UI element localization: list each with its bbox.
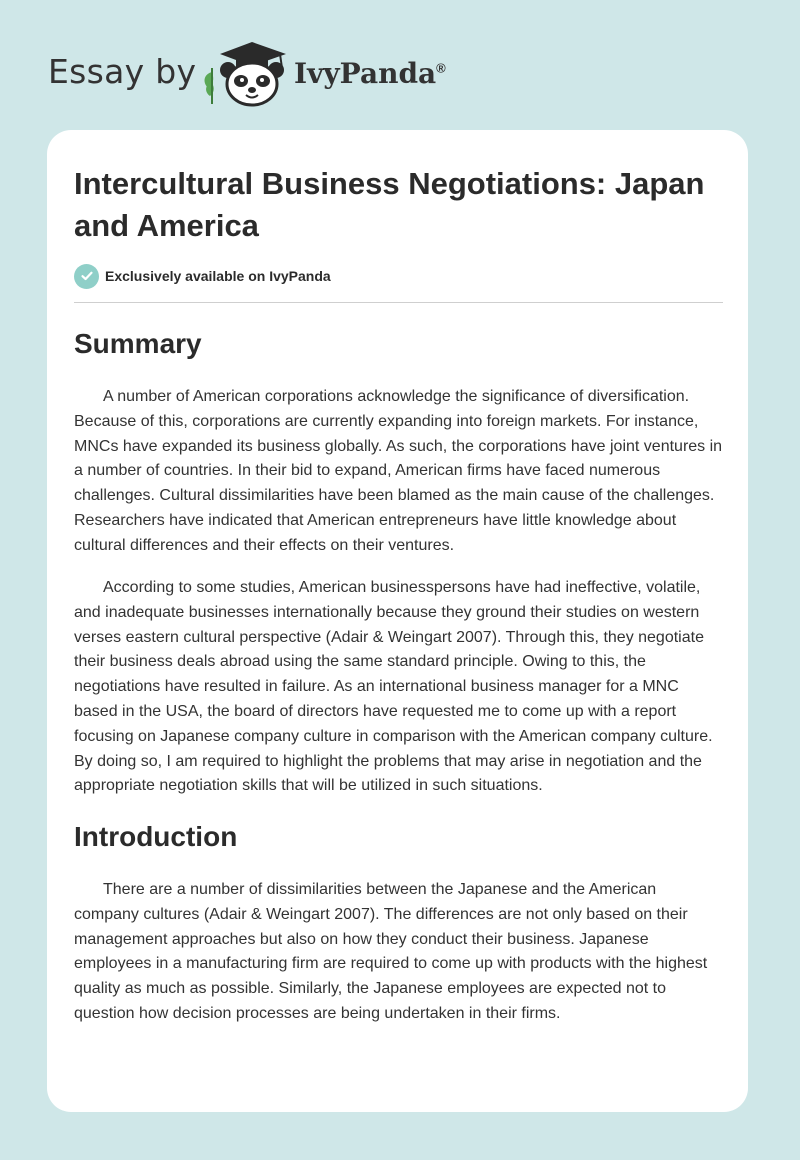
essay-card bbox=[47, 130, 748, 1112]
page-title: Intercultural Business Negotiations: Japan and America bbox=[74, 166, 705, 243]
section-heading-introduction: Introduction bbox=[74, 821, 238, 852]
exclusive-badge-label: Exclusively available on IvyPanda bbox=[105, 268, 331, 284]
exclusive-badge bbox=[74, 263, 331, 289]
panda-graduate-icon bbox=[200, 38, 290, 108]
summary-paragraph-1: A number of American corporations acknowledge the significance of diversification. Because of this, corporations are currently expanding into foreign markets. For instance, MNCs have expanded its business globally. As such, the corporations have joint ventures in a number of countries. In their bid to expand, American firms have faced numerous challenges. Cultural dissimilarities have been blamed as the main cause of the challenges. Researchers have indicated that American entrepreneurs have little knowledge about cultural differences and their effects on their ventures. bbox=[74, 388, 723, 554]
brand-header[interactable] bbox=[48, 38, 468, 108]
divider bbox=[74, 302, 723, 303]
introduction-paragraph-1: There are a number of dissimilarities between the Japanese and the American company cultures (Adair & Weingart 2007). The differences are not only based on their management approaches but also on how they conduct their business. Japanese employees in a manufacturing firm are required to come up with products with the highest quality as much as possible. Similarly, the Japanese employees are expected not to question how decision processes are being undertaken in their firms. bbox=[74, 881, 708, 1022]
brand-name: IvyPanda® bbox=[294, 57, 446, 90]
summary-paragraph-2: According to some studies, American businesspersons have had ineffective, volatile, and inadequate businesses internationally because they ground their studies on western verses eastern cultural perspective (Adair & Weingart 2007). Through this, they negotiate their business deals abroad using the same standard principle. Owing to this, the negotiations have resulted in failure. As an international business manager for a MNC based in the USA, the board of directors have requested me to come up with a report focusing on Japanese company culture in comparison with the American company culture. By doing so, I am required to highlight the problems that may arise in negotiation and the appropriate negotiation skills that will be utilized in such situations. bbox=[74, 579, 713, 795]
brand-prefix: Essay by bbox=[48, 52, 197, 91]
section-heading-summary: Summary bbox=[74, 328, 202, 359]
check-circle-icon bbox=[74, 264, 99, 289]
